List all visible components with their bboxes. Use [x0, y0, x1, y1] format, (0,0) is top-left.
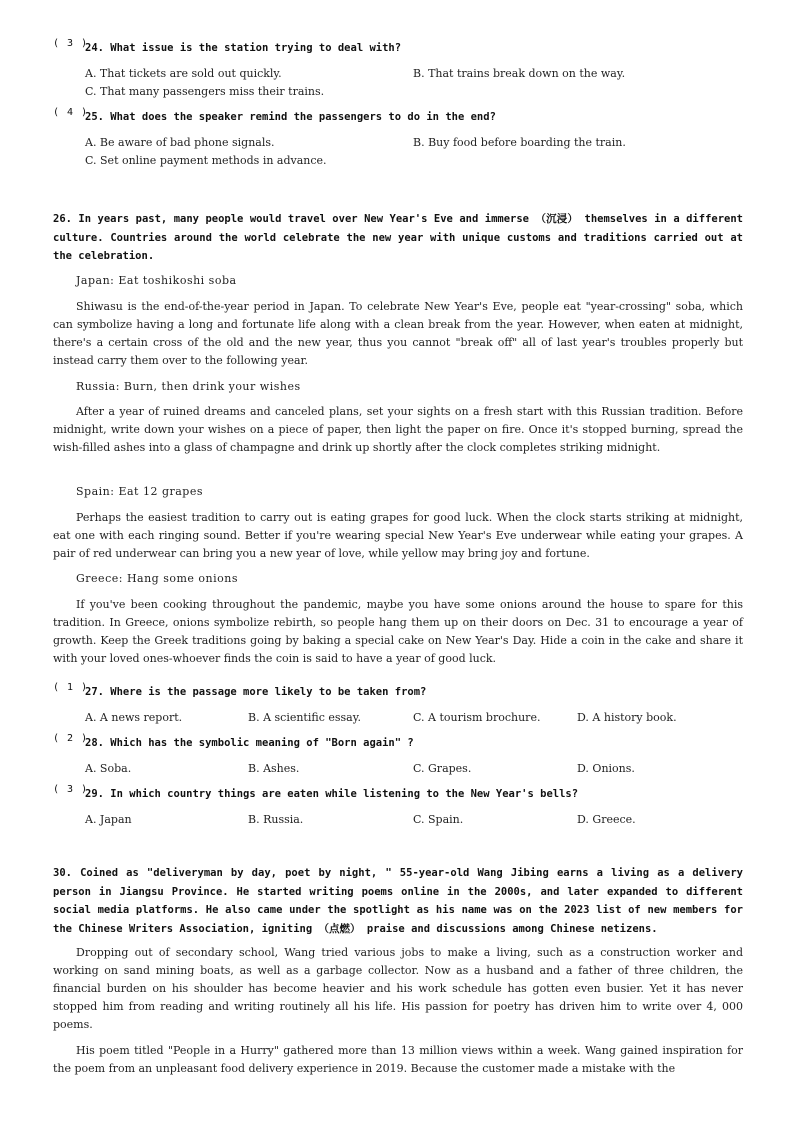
section-text-japan: Shiwasu is the end-of-the-year period in Japan. To celebrate New Year's Eve, people eat "year-crossing" soba, which can symbolize having a long and fortunate life along with a clean break from the year. However, when eaten at midnight, there's a certain cross of the old and the new year, thus you cannot "break off" all of last year's troubles properly but instead carry them over to the following year.: [53, 300, 743, 367]
section-title-greece: Greece: Hang some onions: [76, 572, 238, 585]
option-c: C. Spain.: [413, 813, 464, 826]
option-d: D. Greece.: [577, 813, 636, 826]
paragraph-2: His poem titled "People in a Hurry" gathered more than 13 million views within a week. Wang gained inspiration for the poem from an unpleasant food delivery experience in 2019. Because the customer made a mistake with the: [53, 1044, 743, 1075]
option-a: A. A news report.: [85, 711, 183, 724]
section-text-greece: If you've been cooking throughout the pandemic, maybe you have some onions around the house to spare for this tradition. In Greece, onions symbolize rebirth, so people hang them up on their doors on Dec. 31 to encourage a year of growth. Keep the Greek traditions going by baking a special cake on New Year's Day. Hide a coin in the cake and share it with your loved ones-whoever finds the coin is said to have a year of good luck.: [53, 598, 743, 665]
option-c: C. A tourism brochure.: [413, 711, 541, 724]
option-d: D. A history book.: [577, 711, 677, 724]
option-c: C. Grapes.: [413, 762, 472, 775]
option-c: C. That many passengers miss their trains.: [85, 85, 325, 98]
paragraph-1: Dropping out of secondary school, Wang tried various jobs to make a living, such as a construction worker and working on sand mining boats, as well as a garbage collector. Now as a husband and a father of three children, the financial burden on his shoulder has become heavier and his work schedule has gotten even busier. Yet it has never stopped him from reading and writing routinely all his life. His passion for poetry has driven him to write over 4, 000 poems.: [53, 946, 743, 1031]
option-b: B. Russia.: [248, 813, 304, 826]
question-stem: 27. Where is the passage more likely to be taken from?: [85, 686, 427, 698]
question-number: ( 1 ): [53, 682, 89, 693]
section-text-spain: Perhaps the easiest tradition to carry out is eating grapes for good luck. When the clock starts striking at midnight, eat one with each ringing sound. Better if you're wearing special New Year's Eve underwear while eating your grapes. A pair of red underwear can bring you a new year of love, while yellow may bring joy and fortune.: [53, 511, 743, 560]
option-a: A. Be aware of bad phone signals.: [85, 136, 275, 149]
option-b: B. That trains break down on the way.: [413, 67, 626, 80]
question-stem: 24. What issue is the station trying to deal with?: [85, 42, 402, 54]
section-title-japan: Japan: Eat toshikoshi soba: [76, 274, 237, 287]
passage-intro: 26. In years past, many people would travel over New Year's Eve and immerse （沉浸） themselves in a different culture. Countries around the world celebrate the new year with unique customs and traditions carried out at the celebration.: [53, 213, 743, 262]
question-number: ( 2 ): [53, 733, 89, 744]
section-text-russia: After a year of ruined dreams and canceled plans, set your sights on a fresh start with this Russian tradition. Before midnight, write down your wishes on a piece of paper, then light the paper on fire. Once it's stopped burning, spread the wish-filled ashes into a glass of champagne and drink up shortly after the clock completes striking midnight.: [53, 405, 743, 454]
option-a: A. That tickets are sold out quickly.: [85, 67, 282, 80]
option-b: B. Ashes.: [248, 762, 300, 775]
question-stem: 28. Which has the symbolic meaning of "Born again" ?: [85, 737, 414, 749]
passage-intro-30: 30. Coined as "deliveryman by day, poet by night, " 55-year-old Wang Jibing earns a living as a delivery person in Jiangsu Province. He started writing poems online in the 2000s, and later expanded to different social media platforms. He also came under the spotlight as his name was on the 2023 list of new members for the Chinese Writers Association, igniting （点燃） praise and discussions among Chinese netizens.: [53, 867, 743, 935]
section-title-russia: Russia: Burn, then drink your wishes: [76, 380, 301, 393]
question-stem: 29. In which country things are eaten while listening to the New Year's bells?: [85, 788, 579, 800]
question-number: ( 3 ): [53, 38, 89, 49]
option-a: A. Soba.: [85, 762, 132, 775]
question-stem: 25. What does the speaker remind the passengers to do in the end?: [85, 111, 496, 123]
option-b: B. A scientific essay.: [248, 711, 361, 724]
option-c: C. Set online payment methods in advance.: [85, 154, 327, 167]
option-b: B. Buy food before boarding the train.: [413, 136, 626, 149]
question-number: ( 4 ): [53, 107, 89, 118]
section-title-spain: Spain: Eat 12 grapes: [76, 485, 203, 498]
option-a: A. Japan: [85, 813, 132, 826]
option-d: D. Onions.: [577, 762, 635, 775]
question-number: ( 3 ): [53, 784, 89, 795]
